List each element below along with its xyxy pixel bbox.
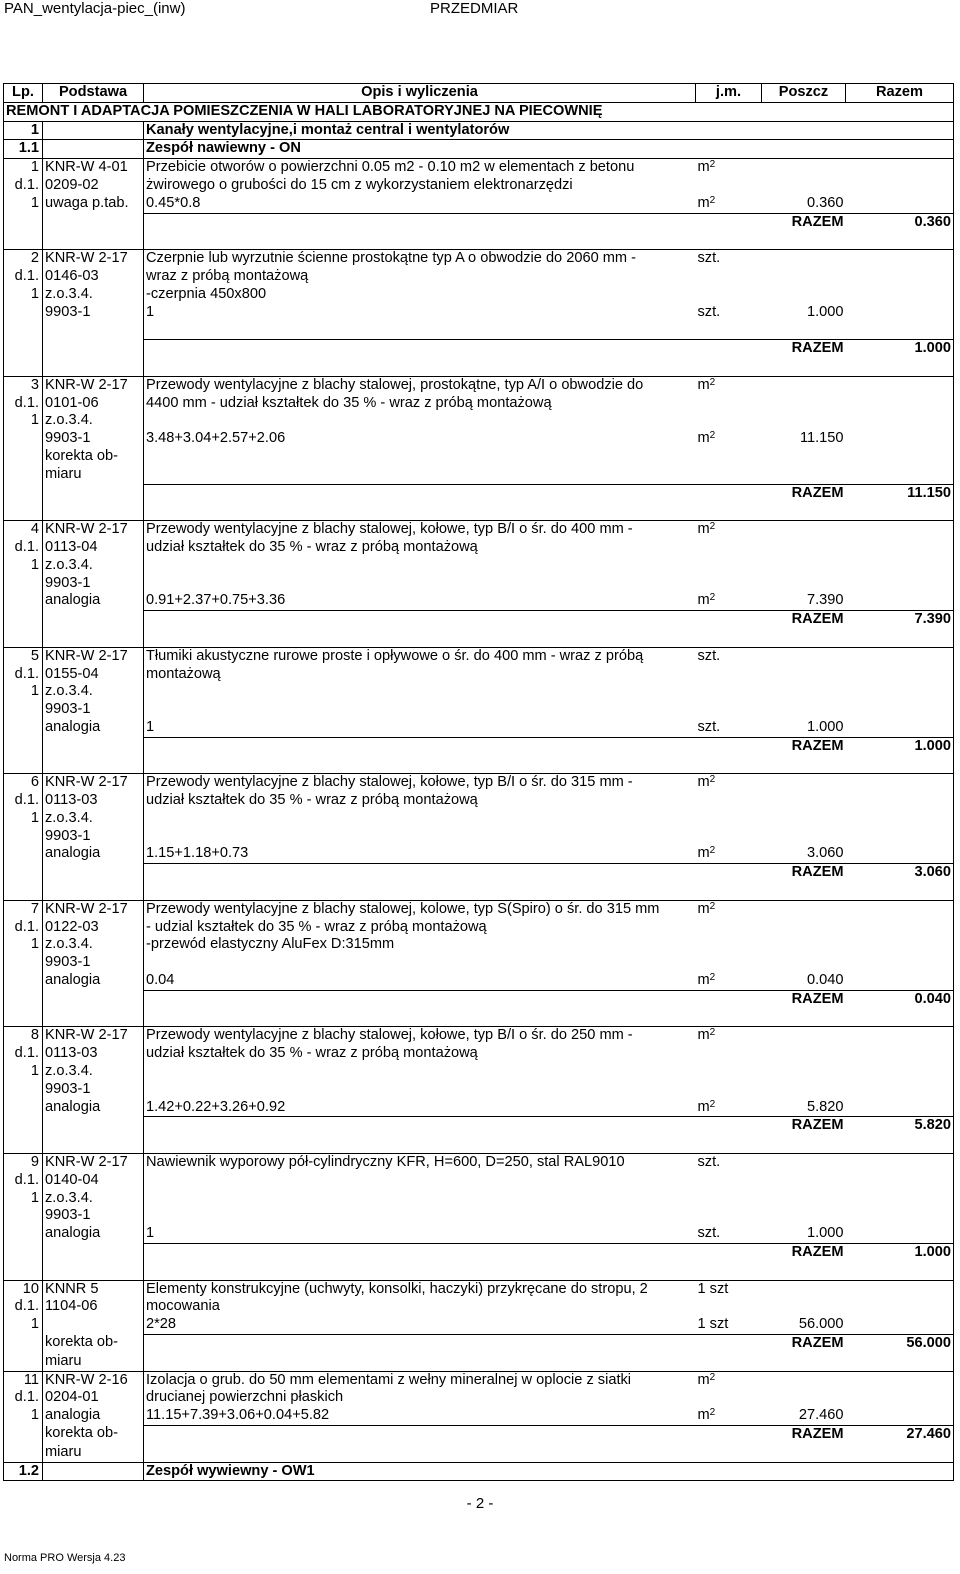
item-number-part: 1: [4, 1190, 43, 1208]
col-lp-header: Lp.: [4, 84, 43, 103]
item-number-part: d.1.: [4, 1389, 43, 1407]
table-row: [4, 304, 954, 322]
table-row: [4, 611, 954, 629]
item-basis: z.o.3.4.: [43, 810, 144, 828]
calc-unit: szt.: [697, 1225, 721, 1242]
item-subtotal: 27.460: [798, 1407, 844, 1424]
item-basis: z.o.3.4.: [43, 936, 144, 954]
item-total: 1.000: [846, 340, 954, 358]
item-unit: m: [697, 1371, 710, 1388]
software-version: Norma PRO Wersja 4.23: [4, 1552, 126, 1564]
table-row: [4, 539, 954, 557]
item-description: udział kształtek do 35 % - wraz z próbą montażową: [146, 538, 478, 555]
table-row: [4, 358, 954, 376]
item-basis: 0122-03: [43, 919, 144, 937]
item-total: 5.820: [846, 1117, 954, 1135]
item-number-part: 1: [4, 286, 43, 304]
calc-unit-exponent: 2: [709, 430, 716, 442]
item-basis: KNR-W 2-17: [43, 250, 144, 268]
table-row: [4, 647, 954, 665]
item-number: 6: [4, 774, 43, 792]
item-description: Tłumiki akustyczne rurowe proste i opływowe o śr. do 400 mm - wraz z próbą: [146, 647, 644, 664]
item-basis: miaru: [43, 1444, 144, 1462]
item-number: 7: [4, 900, 43, 918]
razem-label: RAZEM: [791, 1334, 844, 1351]
item-basis: KNR-W 2-17: [43, 774, 144, 792]
calc-unit: m: [697, 194, 710, 211]
item-basis: 0101-06: [43, 395, 144, 413]
table-row: [4, 1298, 954, 1316]
table-row: [4, 1425, 954, 1443]
item-description: Elementy konstrukcyjne (uchwyty, konsolki, haczyki) przykręcane do stropu, 2: [146, 1280, 648, 1297]
table-row: [4, 900, 954, 918]
item-total: 7.390: [846, 611, 954, 629]
group-number: 1.1: [4, 140, 43, 159]
razem-label: RAZEM: [791, 990, 844, 1007]
item-basis: analogia: [43, 972, 144, 990]
table-row: [4, 683, 954, 701]
item-description: Czerpnie lub wyrzutnie ścienne prostokątne typ A o obwodzie do 2060 mm -: [146, 250, 636, 267]
table-row: [4, 395, 954, 413]
table-row: [4, 1353, 954, 1371]
table-row: [4, 954, 954, 972]
item-total: 27.460: [846, 1425, 954, 1443]
calc-unit-exponent: 2: [709, 1098, 716, 1110]
item-unit-exponent: 2: [709, 376, 716, 388]
calc-unit: m: [697, 972, 710, 989]
item-number-part: d.1.: [4, 792, 43, 810]
table-row: [4, 1244, 954, 1262]
table-row: [4, 719, 954, 737]
item-basis: 9903-1: [43, 828, 144, 846]
table-row: [4, 1172, 954, 1190]
item-total: 1.000: [846, 1244, 954, 1262]
calc-unit: m: [697, 1098, 710, 1115]
item-basis: korekta ob-: [43, 448, 144, 466]
item-basis: [43, 1316, 144, 1334]
item-number-part: 1: [4, 936, 43, 954]
item-basis: KNR-W 2-17: [43, 376, 144, 394]
item-number-part: 1: [4, 412, 43, 430]
item-basis: miaru: [43, 466, 144, 484]
item-description: - udzial kształtek do 35 % - wraz z próbą montażową: [146, 918, 487, 935]
item-number: 11: [4, 1371, 43, 1389]
item-calculation: 1.42+0.22+3.26+0.92: [146, 1098, 286, 1115]
table-row: [4, 575, 954, 593]
item-total: 56.000: [846, 1334, 954, 1352]
document-type: PRZEDMIAR: [430, 0, 519, 17]
calc-unit: szt.: [697, 303, 721, 320]
table-row: [4, 412, 954, 430]
item-number: 4: [4, 521, 43, 539]
item-number-part: 1: [4, 683, 43, 701]
table-row: [4, 1190, 954, 1208]
item-description: Przewody wentylacyjne z blachy stalowej, prostokątne, typ A/I o obwodzie do: [146, 376, 644, 393]
item-subtotal: 7.390: [806, 592, 844, 609]
item-basis: analogia: [43, 719, 144, 737]
table-row: [4, 828, 954, 846]
item-unit: m: [697, 159, 710, 176]
item-basis: 9903-1: [43, 430, 144, 448]
item-calculation: 0.91+2.37+0.75+3.36: [146, 592, 286, 609]
item-subtotal: 0.040: [806, 972, 844, 989]
item-calculation: 0.04: [146, 972, 175, 989]
razem-label: RAZEM: [791, 611, 844, 628]
item-number-part: 1: [4, 810, 43, 828]
table-row: [4, 268, 954, 286]
razem-label: RAZEM: [791, 1425, 844, 1442]
item-basis: KNR-W 2-17: [43, 900, 144, 918]
group-number: 1.2: [4, 1462, 43, 1481]
table-row: [4, 195, 954, 213]
item-basis: analogia: [43, 1407, 144, 1425]
item-number-part: d.1.: [4, 268, 43, 286]
table-row: [4, 1135, 954, 1153]
item-number-part: 1: [4, 1063, 43, 1081]
section-title: REMONT I ADAPTACJA POMIESZCZENIA W HALI LABORATORYJNEJ NA PIECOWNIĘ: [4, 102, 954, 121]
item-unit: m: [697, 521, 710, 538]
table-row: [4, 213, 954, 231]
item-basis: 0209-02: [43, 177, 144, 195]
table-row: [4, 1117, 954, 1135]
item-description: Przebicie otworów o powierzchni 0.05 m2 - 0.10 m2 w elementach z betonu: [146, 159, 635, 176]
item-unit: szt.: [697, 647, 721, 664]
item-basis: z.o.3.4.: [43, 412, 144, 430]
calc-unit: m: [697, 845, 710, 862]
table-row: [4, 286, 954, 304]
table-row: [4, 1154, 954, 1172]
table-row: [4, 1389, 954, 1407]
calc-unit: szt.: [697, 718, 721, 735]
calc-unit-exponent: 2: [709, 845, 716, 857]
item-basis: KNR-W 2-17: [43, 1154, 144, 1172]
item-calculation: 1: [146, 718, 155, 735]
item-number: 3: [4, 376, 43, 394]
item-number: 5: [4, 647, 43, 665]
item-basis: uwaga p.tab.: [43, 195, 144, 213]
col-podstawa-header: Podstawa: [43, 84, 144, 103]
item-number-part: d.1.: [4, 666, 43, 684]
item-description: Przewody wentylacyjne z blachy stalowej, kołowe, typ B/I o śr. do 315 mm -: [146, 774, 633, 791]
item-unit-exponent: 2: [709, 521, 716, 533]
table-row: [4, 159, 954, 177]
przedmiar-table: [3, 83, 954, 1481]
calc-unit: m: [697, 430, 710, 447]
group-row: [4, 121, 954, 140]
page-number: - 2 -: [466, 1495, 494, 1512]
item-number-part: d.1.: [4, 919, 43, 937]
item-subtotal: 1.000: [806, 303, 844, 320]
item-number-part: d.1.: [4, 395, 43, 413]
item-basis: KNR-W 2-17: [43, 521, 144, 539]
item-basis: 9903-1: [43, 304, 144, 322]
item-description: montażową: [146, 665, 221, 682]
item-number-part: 1: [4, 1316, 43, 1334]
table-row: [4, 448, 954, 466]
table-header-row: [4, 84, 954, 103]
item-basis: analogia: [43, 592, 144, 610]
document-filename: PAN_wentylacja-piec_(inw): [4, 0, 186, 17]
item-calculation: 3.48+3.04+2.57+2.06: [146, 430, 286, 447]
item-description: wraz z próbą montażową: [146, 267, 309, 284]
table-row: [4, 666, 954, 684]
item-unit: szt.: [697, 1154, 721, 1171]
calc-unit-exponent: 2: [709, 194, 716, 206]
item-description: żwirowego o grubości do 15 cm z wykorzystaniem elektronarzędzi: [146, 176, 573, 193]
group-title: Zespół nawiewny - ON: [144, 140, 954, 159]
table-row: [4, 592, 954, 610]
item-number: 8: [4, 1027, 43, 1045]
item-unit-exponent: 2: [709, 774, 716, 786]
table-row: [4, 1099, 954, 1117]
item-basis: 0113-03: [43, 792, 144, 810]
item-unit-exponent: 2: [709, 1027, 716, 1039]
item-calculation: 1: [146, 303, 155, 320]
item-total: 11.150: [846, 484, 954, 502]
item-number: 1: [4, 159, 43, 177]
calc-unit-exponent: 2: [709, 972, 716, 984]
item-basis: analogia: [43, 845, 144, 863]
calc-unit: m: [697, 592, 710, 609]
item-basis: z.o.3.4.: [43, 1063, 144, 1081]
item-description: drucianej powierzchni płaskich: [146, 1389, 344, 1406]
razem-label: RAZEM: [791, 864, 844, 881]
table-row: [4, 1027, 954, 1045]
item-number: 9: [4, 1154, 43, 1172]
item-basis: KNR-W 4-01: [43, 159, 144, 177]
col-poszcz-header: Poszcz: [762, 84, 846, 103]
table-row: [4, 919, 954, 937]
item-number: 10: [4, 1280, 43, 1298]
item-number-part: d.1.: [4, 1045, 43, 1063]
table-row: [4, 484, 954, 502]
item-description: -przewód elastyczny AluFex D:315mm: [146, 936, 395, 953]
table-row: [4, 972, 954, 990]
item-description: udział kształtek do 35 % - wraz z próbą montażową: [146, 792, 478, 809]
table-row: [4, 1081, 954, 1099]
razem-label: RAZEM: [791, 1117, 844, 1134]
razem-label: RAZEM: [791, 340, 844, 357]
item-subtotal: 11.150: [799, 430, 844, 447]
item-total: 0.360: [846, 213, 954, 231]
item-basis: z.o.3.4.: [43, 286, 144, 304]
razem-label: RAZEM: [791, 1244, 844, 1260]
item-subtotal: 3.060: [806, 845, 844, 862]
table-row: [4, 864, 954, 882]
item-unit: m: [697, 376, 710, 393]
table-row: [4, 376, 954, 394]
item-basis: 1104-06: [43, 1298, 144, 1316]
table-row: [4, 177, 954, 195]
item-basis: 0113-03: [43, 1045, 144, 1063]
calc-unit-exponent: 2: [709, 1407, 716, 1419]
item-subtotal: 56.000: [798, 1316, 844, 1333]
table-row: [4, 1225, 954, 1243]
group-title: Zespół wywiewny - OW1: [144, 1462, 954, 1481]
item-unit: 1 szt: [697, 1280, 729, 1297]
item-unit-exponent: 2: [709, 159, 716, 171]
item-basis: z.o.3.4.: [43, 557, 144, 575]
item-basis: KNR-W 2-17: [43, 1027, 144, 1045]
table-row: [4, 340, 954, 358]
item-unit-exponent: 2: [709, 1371, 716, 1383]
item-basis: 9903-1: [43, 701, 144, 719]
table-row: [4, 466, 954, 484]
item-basis: 9903-1: [43, 575, 144, 593]
item-number-part: d.1.: [4, 539, 43, 557]
table-row: [4, 990, 954, 1008]
calc-unit: m: [697, 1407, 710, 1424]
table-row: [4, 936, 954, 954]
table-row: [4, 774, 954, 792]
item-basis: korekta ob-: [43, 1334, 144, 1352]
item-description: Izolacja o grub. do 50 mm elementami z wełny mineralnej w oplocie z siatki: [146, 1371, 632, 1388]
item-description: Nawiewnik wyporowy pół-cylindryczny KFR, H=600, D=250, stal RAL9010: [146, 1154, 625, 1171]
item-basis: 0146-03: [43, 268, 144, 286]
table-row: [4, 1316, 954, 1334]
col-jm-header: j.m.: [696, 84, 762, 103]
item-basis: korekta ob-: [43, 1425, 144, 1443]
table-row: [4, 1262, 954, 1280]
table-row: [4, 1407, 954, 1425]
table-row: [4, 430, 954, 448]
item-basis: 9903-1: [43, 1081, 144, 1099]
item-basis: z.o.3.4.: [43, 683, 144, 701]
item-calculation: 11.15+7.39+3.06+0.04+5.82: [146, 1407, 330, 1424]
item-basis: 0140-04: [43, 1172, 144, 1190]
razem-label: RAZEM: [791, 213, 844, 230]
item-number-part: d.1.: [4, 177, 43, 195]
table-row: [4, 755, 954, 773]
item-basis: 0204-01: [43, 1389, 144, 1407]
item-unit: m: [697, 1027, 710, 1044]
table-row: [4, 792, 954, 810]
item-number-part: d.1.: [4, 1172, 43, 1190]
table-row: [4, 557, 954, 575]
item-calculation: 0.45*0.8: [146, 194, 201, 211]
item-subtotal: 1.000: [806, 718, 844, 735]
table-row: [4, 1280, 954, 1298]
item-basis: 0155-04: [43, 666, 144, 684]
calc-unit: 1 szt: [697, 1316, 729, 1333]
table-row: [4, 882, 954, 900]
table-row: [4, 1009, 954, 1027]
section-title-row: [4, 102, 954, 121]
item-description: 4400 mm - udział kształtek do 35 % - wraz z próbą montażową: [146, 394, 552, 411]
item-basis: KNR-W 2-16: [43, 1371, 144, 1389]
item-number-part: 1: [4, 557, 43, 575]
group-title: Kanały wentylacyjne,i montaż central i wentylatorów: [144, 121, 954, 140]
table-row: [4, 250, 954, 268]
item-basis: KNR-W 2-17: [43, 647, 144, 665]
table-row: [4, 629, 954, 647]
item-unit-exponent: 2: [709, 900, 716, 912]
razem-label: RAZEM: [791, 737, 844, 754]
table-row: [4, 1045, 954, 1063]
item-description: -czerpnia 450x800: [146, 285, 267, 302]
table-row: [4, 321, 954, 339]
col-razem-header: Razem: [846, 84, 954, 103]
item-unit: m: [697, 774, 710, 791]
item-basis: 0113-04: [43, 539, 144, 557]
item-calculation: 1: [146, 1225, 155, 1242]
item-basis: z.o.3.4.: [43, 1190, 144, 1208]
group-row: [4, 140, 954, 159]
item-subtotal: 1.000: [806, 1225, 844, 1242]
table-row: [4, 231, 954, 249]
table-row: [4, 1207, 954, 1225]
item-subtotal: 5.820: [806, 1098, 844, 1115]
item-basis: 9903-1: [43, 1207, 144, 1225]
item-basis: analogia: [43, 1225, 144, 1243]
table-row: [4, 1063, 954, 1081]
item-unit: szt.: [697, 250, 721, 267]
table-row: [4, 810, 954, 828]
item-basis: analogia: [43, 1099, 144, 1117]
item-description: Przewody wentylacyjne z blachy stalowej, kołowe, typ B/I o śr. do 400 mm -: [146, 521, 633, 538]
item-subtotal: 0.360: [806, 194, 844, 211]
table-row: [4, 521, 954, 539]
group-row: [4, 1462, 954, 1481]
item-description: Przewody wentylacyjne z blachy stalowej, kołowe, typ B/I o śr. do 250 mm -: [146, 1027, 633, 1044]
item-number-part: 1: [4, 195, 43, 213]
table-row: [4, 701, 954, 719]
calc-unit-exponent: 2: [709, 592, 716, 604]
table-row: [4, 502, 954, 520]
item-number: 2: [4, 250, 43, 268]
item-unit: m: [697, 900, 710, 917]
group-number: 1: [4, 121, 43, 140]
item-total: 3.060: [846, 864, 954, 882]
col-opis-header: Opis i wyliczenia: [144, 84, 696, 103]
item-description: udział kształtek do 35 % - wraz z próbą montażową: [146, 1045, 478, 1062]
item-total: 1.000: [846, 737, 954, 755]
item-total: 0.040: [846, 990, 954, 1008]
item-calculation: 2*28: [146, 1316, 177, 1333]
table-row: [4, 845, 954, 863]
item-basis: KNNR 5: [43, 1280, 144, 1298]
item-description: mocowania: [146, 1298, 220, 1315]
item-number-part: d.1.: [4, 1298, 43, 1316]
item-number-part: 1: [4, 1407, 43, 1425]
razem-label: RAZEM: [791, 484, 844, 501]
item-description: Przewody wentylacyjne z blachy stalowej, kolowe, typ S(Spiro) o śr. do 315 mm: [146, 900, 660, 917]
table-row: [4, 1371, 954, 1389]
item-basis: 9903-1: [43, 954, 144, 972]
table-row: [4, 1334, 954, 1352]
table-row: [4, 737, 954, 755]
item-calculation: 1.15+1.18+0.73: [146, 845, 249, 862]
item-basis: miaru: [43, 1353, 144, 1371]
table-row: [4, 1444, 954, 1462]
